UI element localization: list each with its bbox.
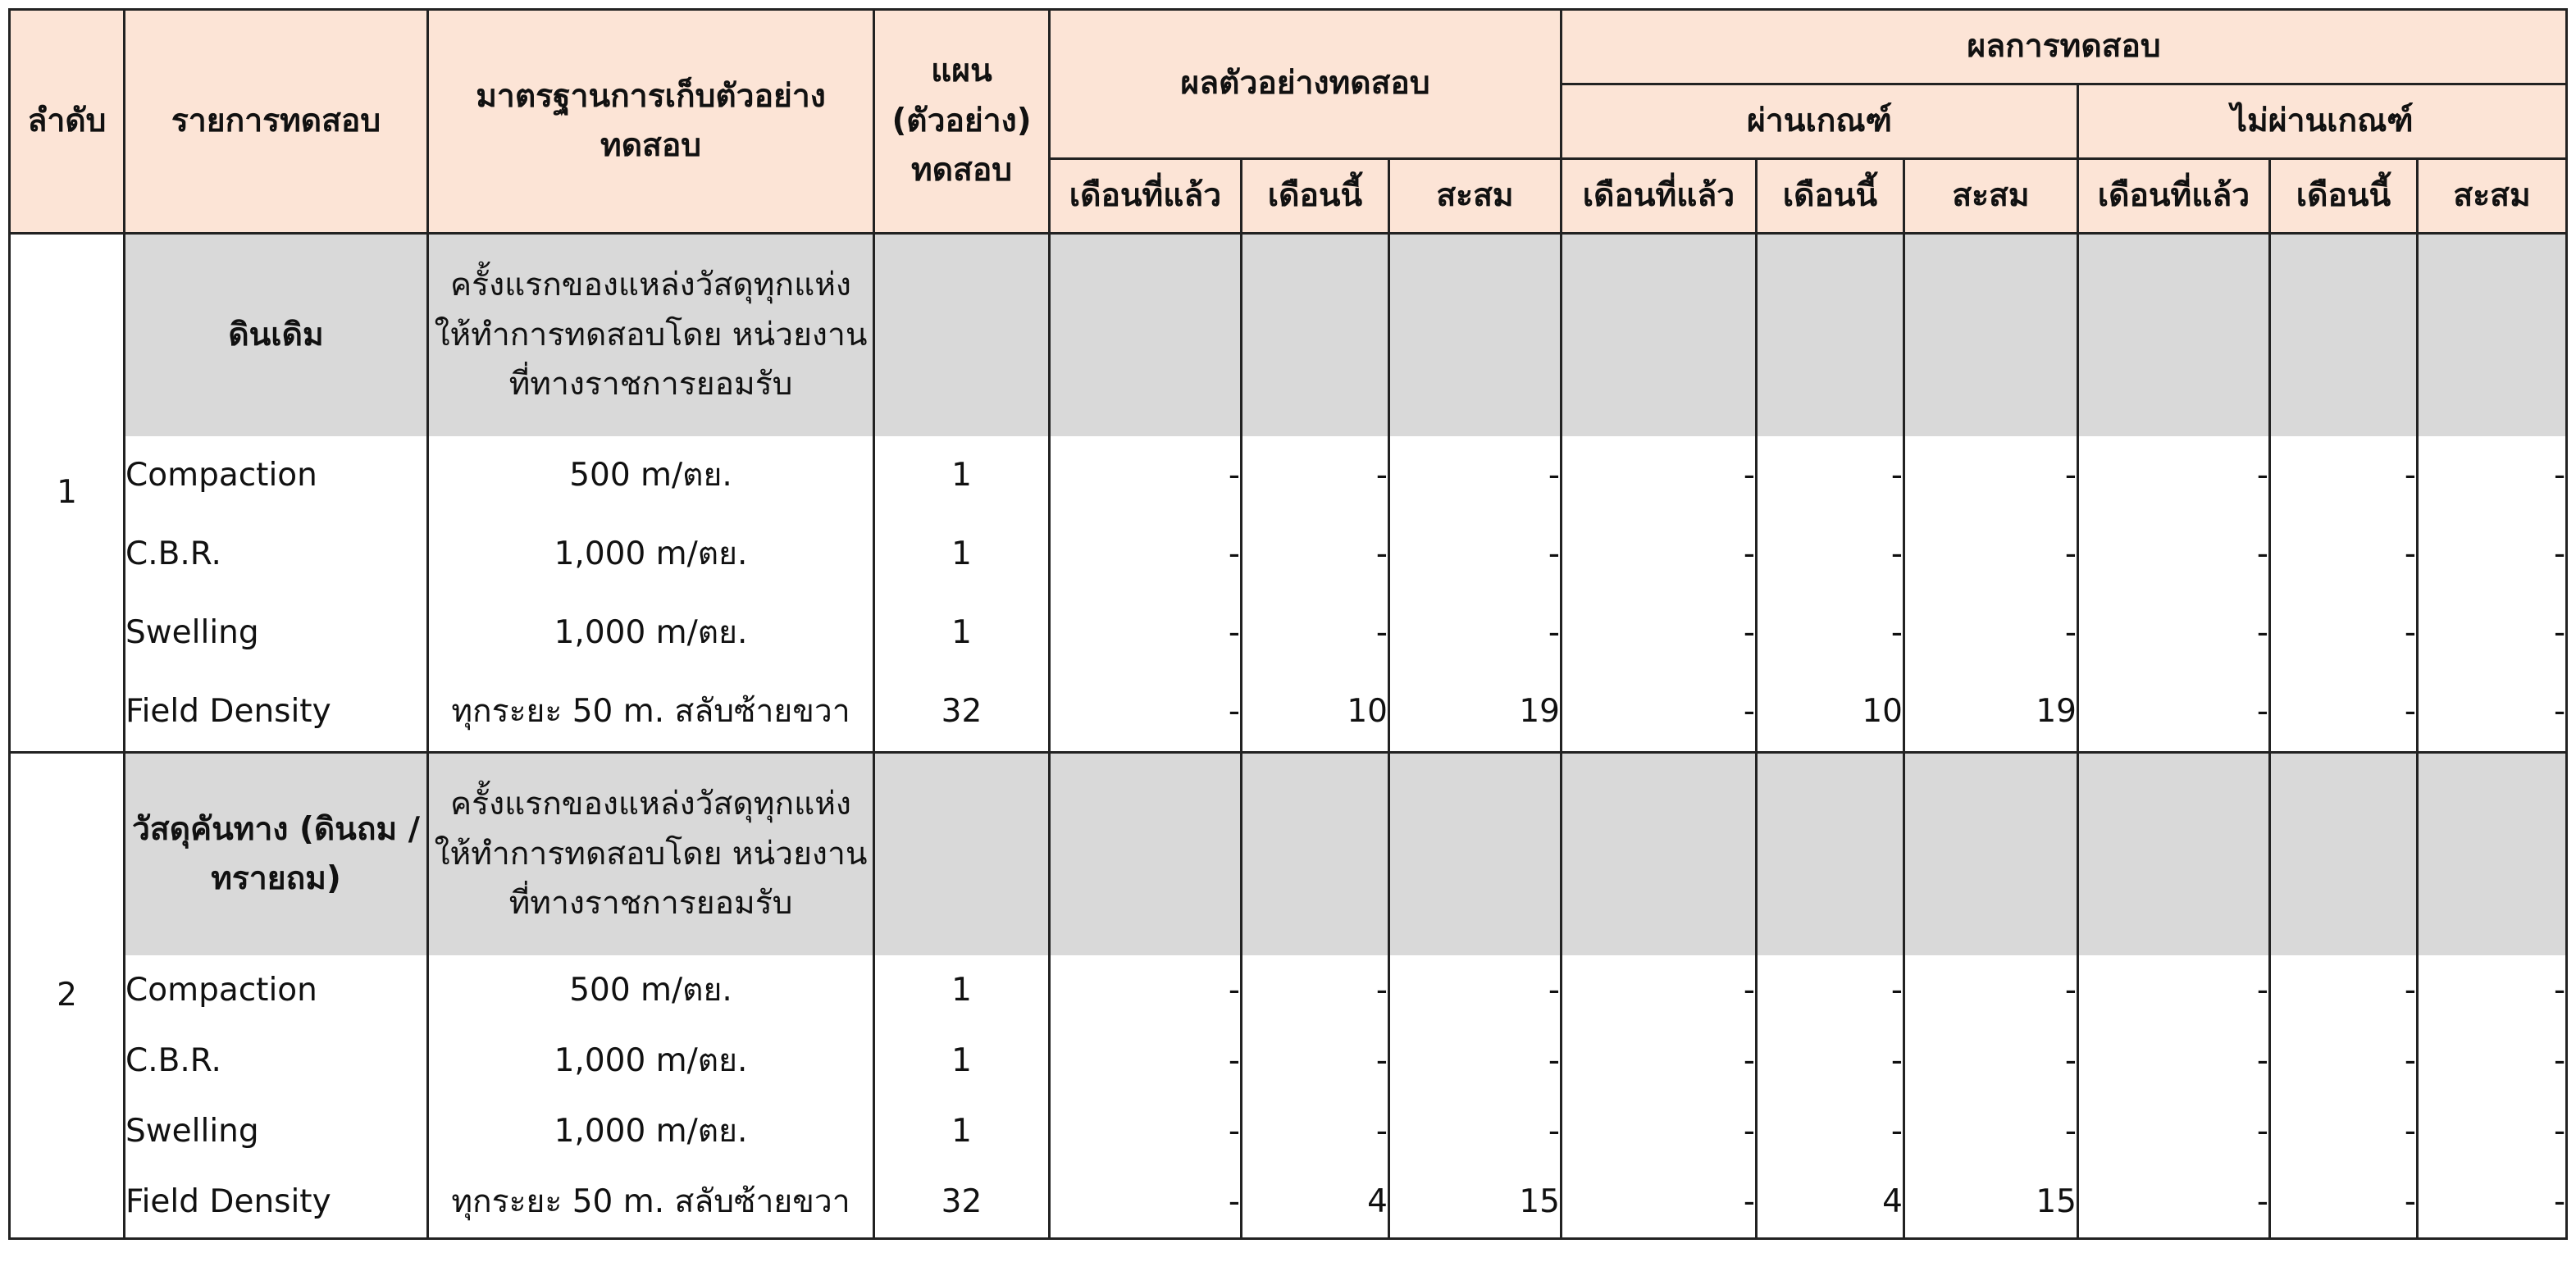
group-empty-cell (2418, 234, 2567, 437)
sampling-standard: 500 m/ตย. (428, 955, 874, 1026)
table-row (10, 436, 2567, 515)
result-value: - (2418, 672, 2567, 753)
plan-count: 32 (874, 1167, 1050, 1239)
result-value: - (1389, 515, 1562, 594)
group-standard: ครั้งแรกของแหล่งวัสดุทุกแห่ง ให้ทำการทดสอบโดย หน่วยงานที่ทางราชการยอมรับ (428, 753, 874, 956)
result-value: - (2078, 1026, 2270, 1096)
group-empty-cell (874, 753, 1050, 956)
test-item-label: Field Density (125, 1167, 428, 1239)
plan-count: 1 (874, 436, 1050, 515)
result-value: 19 (1904, 672, 2078, 753)
result-value: - (1242, 515, 1389, 594)
result-value: - (1562, 436, 1757, 515)
result-value: - (2270, 1096, 2418, 1167)
header-fail: ไม่ผ่านเกณฑ์ (2078, 84, 2567, 159)
group-empty-cell (1757, 234, 1904, 437)
result-value: - (1757, 1096, 1904, 1167)
sampling-standard: 1,000 m/ตย. (428, 515, 874, 594)
result-value: - (1389, 1026, 1562, 1096)
sampling-standard: ทุกระยะ 50 m. สลับซ้ายขวา (428, 1167, 874, 1239)
group-empty-cell (1242, 753, 1389, 956)
result-value: - (1757, 1026, 1904, 1096)
group-row (10, 753, 2567, 956)
group-empty-cell (2078, 753, 2270, 956)
result-value: - (1562, 955, 1757, 1026)
group-empty-cell (1757, 753, 1904, 956)
group-empty-cell (1904, 753, 2078, 956)
group-number: 2 (10, 753, 125, 1239)
result-value: 4 (1242, 1167, 1389, 1239)
result-value: - (1904, 955, 2078, 1026)
result-value: - (1050, 1167, 1242, 1239)
group-empty-cell (1389, 753, 1562, 956)
result-value: 19 (1389, 672, 1562, 753)
sampling-standard: 500 m/ตย. (428, 436, 874, 515)
result-value: - (1562, 1167, 1757, 1239)
result-value: - (1389, 1096, 1562, 1167)
table-body (10, 234, 2567, 1239)
group-empty-cell (1562, 234, 1757, 437)
result-value: 15 (1904, 1167, 2078, 1239)
result-value: - (2270, 436, 2418, 515)
test-item-label: Swelling (125, 1096, 428, 1167)
result-value: - (1050, 515, 1242, 594)
result-value: - (2270, 1167, 2418, 1239)
result-value: - (2270, 1026, 2418, 1096)
result-value: - (1904, 1096, 2078, 1167)
header-pass-cumulative: สะสม (1904, 159, 2078, 234)
result-value: - (1242, 594, 1389, 672)
plan-count: 1 (874, 1026, 1050, 1096)
test-item-label: C.B.R. (125, 515, 428, 594)
result-value: - (2078, 1096, 2270, 1167)
result-value: - (1242, 436, 1389, 515)
result-value: - (2418, 436, 2567, 515)
group-empty-cell (1389, 234, 1562, 437)
table-row (10, 1026, 2567, 1096)
result-value: - (2270, 515, 2418, 594)
result-value: - (1757, 955, 1904, 1026)
table-row (10, 1096, 2567, 1167)
result-value: - (2078, 436, 2270, 515)
result-value: - (1562, 1096, 1757, 1167)
result-value: - (1389, 955, 1562, 1026)
test-item-label: Swelling (125, 594, 428, 672)
result-value: - (1050, 594, 1242, 672)
group-empty-cell (874, 234, 1050, 437)
header-samples: ผลตัวอย่างทดสอบ (1050, 10, 1562, 159)
group-empty-cell (1050, 234, 1242, 437)
result-value: - (2418, 1096, 2567, 1167)
plan-count: 1 (874, 515, 1050, 594)
sampling-standard: 1,000 m/ตย. (428, 1026, 874, 1096)
table-row (10, 515, 2567, 594)
test-item-label: Field Density (125, 672, 428, 753)
header-samples-last-month: เดือนที่แล้ว (1050, 159, 1242, 234)
result-value: 15 (1389, 1167, 1562, 1239)
result-value: - (1242, 955, 1389, 1026)
result-value: - (2418, 955, 2567, 1026)
header-samples-cumulative: สะสม (1389, 159, 1562, 234)
table-row (10, 1167, 2567, 1239)
header-fail-cumulative: สะสม (2418, 159, 2567, 234)
result-value: - (2270, 955, 2418, 1026)
result-value: - (1050, 436, 1242, 515)
group-name: ดินเดิม (125, 234, 428, 437)
group-empty-cell (2078, 234, 2270, 437)
result-value: - (1562, 1026, 1757, 1096)
group-empty-cell (1904, 234, 2078, 437)
result-value: - (2270, 672, 2418, 753)
result-value: - (2418, 594, 2567, 672)
result-value: - (1904, 1026, 2078, 1096)
result-value: - (2418, 1167, 2567, 1239)
result-value: 10 (1242, 672, 1389, 753)
table-row (10, 672, 2567, 753)
group-name: วัสดุคันทาง (ดินถม / ทรายถม) (125, 753, 428, 956)
group-empty-cell (1562, 753, 1757, 956)
result-value: - (1050, 1096, 1242, 1167)
result-value: - (2078, 1167, 2270, 1239)
result-value: - (2078, 955, 2270, 1026)
result-value: - (2078, 594, 2270, 672)
header-standard: มาตรฐานการเก็บตัวอย่างทดสอบ (428, 10, 874, 234)
table-row (10, 955, 2567, 1026)
test-item-label: C.B.R. (125, 1026, 428, 1096)
result-value: - (1904, 436, 2078, 515)
result-value: - (1050, 1026, 1242, 1096)
group-empty-cell (2270, 753, 2418, 956)
result-value: - (1389, 594, 1562, 672)
test-results-table (8, 8, 2568, 1240)
group-row (10, 234, 2567, 437)
group-empty-cell (2270, 234, 2418, 437)
sampling-standard: ทุกระยะ 50 m. สลับซ้ายขวา (428, 672, 874, 753)
plan-count: 1 (874, 1096, 1050, 1167)
header-samples-this-month: เดือนนี้ (1242, 159, 1389, 234)
result-value: - (1242, 1096, 1389, 1167)
result-value: - (1757, 436, 1904, 515)
result-value: - (1242, 1026, 1389, 1096)
header-fail-this-month: เดือนนี้ (2270, 159, 2418, 234)
test-item-label: Compaction (125, 436, 428, 515)
plan-count: 1 (874, 955, 1050, 1026)
header-pass-this-month: เดือนนี้ (1757, 159, 1904, 234)
table-row (10, 594, 2567, 672)
header-results: ผลการทดสอบ (1562, 10, 2567, 84)
result-value: 4 (1757, 1167, 1904, 1239)
plan-count: 32 (874, 672, 1050, 753)
result-value: - (1757, 515, 1904, 594)
sampling-standard: 1,000 m/ตย. (428, 594, 874, 672)
result-value: - (1562, 672, 1757, 753)
header-plan: แผน (ตัวอย่าง) ทดสอบ (874, 10, 1050, 234)
result-value: - (1389, 436, 1562, 515)
result-value: - (1562, 594, 1757, 672)
result-value: - (1757, 594, 1904, 672)
result-value: - (2078, 672, 2270, 753)
result-value: - (1050, 955, 1242, 1026)
result-value: 10 (1757, 672, 1904, 753)
result-value: - (1904, 594, 2078, 672)
header-pass: ผ่านเกณฑ์ (1562, 84, 2078, 159)
result-value: - (2418, 1026, 2567, 1096)
result-value: - (1904, 515, 2078, 594)
header-fail-last-month: เดือนที่แล้ว (2078, 159, 2270, 234)
result-value: - (1050, 672, 1242, 753)
result-value: - (2078, 515, 2270, 594)
group-standard: ครั้งแรกของแหล่งวัสดุทุกแห่ง ให้ทำการทดสอบโดย หน่วยงานที่ทางราชการยอมรับ (428, 234, 874, 437)
group-empty-cell (1242, 234, 1389, 437)
group-number: 1 (10, 234, 125, 753)
group-empty-cell (2418, 753, 2567, 956)
plan-count: 1 (874, 594, 1050, 672)
sampling-standard: 1,000 m/ตย. (428, 1096, 874, 1167)
result-value: - (1562, 515, 1757, 594)
result-value: - (2270, 594, 2418, 672)
group-empty-cell (1050, 753, 1242, 956)
header-pass-last-month: เดือนที่แล้ว (1562, 159, 1757, 234)
header-no: ลำดับ (10, 10, 125, 234)
result-value: - (2418, 515, 2567, 594)
test-item-label: Compaction (125, 955, 428, 1026)
header-item: รายการทดสอบ (125, 10, 428, 234)
